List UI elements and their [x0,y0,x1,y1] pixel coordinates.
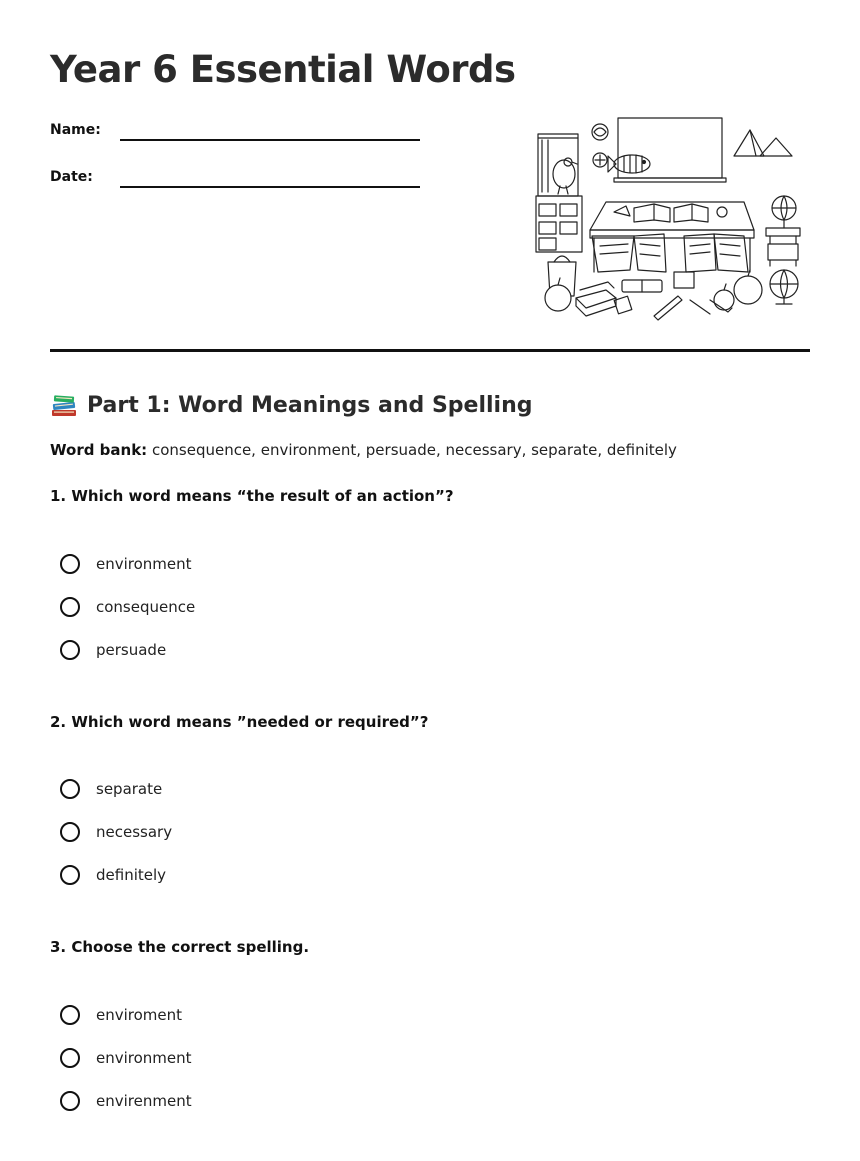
option-2c[interactable] [60,862,166,888]
name-line[interactable] [120,139,420,141]
option-label: necessary [96,823,173,841]
radio-button[interactable] [60,779,80,799]
radio-button[interactable] [60,640,80,660]
name-field [50,118,430,148]
radio-button[interactable] [60,597,80,617]
option-label: separate [96,780,163,798]
option-1a[interactable] [60,551,192,577]
section-title: Part 1: Word Meanings and Spelling [87,392,533,418]
option-label: persuade [96,641,167,659]
option-label: definitely [96,866,167,884]
word-bank-words: consequence, environment, persuade, necessary, separate, definitely [151,441,677,459]
option-1b[interactable] [60,594,195,620]
word-bank-label: Word bank: [50,441,148,459]
radio-button[interactable] [60,822,80,842]
option-label: enviroment [96,1006,183,1024]
date-field [50,165,430,195]
name-label: Name: [50,122,101,138]
section-heading [50,389,533,421]
question-text: 2. Which word means ”needed or required”? [50,713,429,731]
question-text: 1. Which word means “the result of an action”? [50,487,454,505]
option-3b[interactable] [60,1045,192,1071]
header-divider [50,349,810,352]
option-label: consequence [96,598,196,616]
date-line[interactable] [120,186,420,188]
question-text: 3. Choose the correct spelling. [50,938,310,956]
radio-button[interactable] [60,554,80,574]
books-icon [50,391,78,419]
radio-button[interactable] [60,1048,80,1068]
word-bank [50,441,677,459]
date-label: Date: [50,169,93,185]
radio-button[interactable] [60,1005,80,1025]
page-title: Year 6 Essential Words [50,48,516,91]
option-label: environment [96,1049,192,1067]
option-3a[interactable] [60,1002,182,1028]
option-1c[interactable] [60,637,166,663]
option-label: environment [96,555,192,573]
option-3c[interactable] [60,1088,192,1114]
radio-button[interactable] [60,1091,80,1111]
radio-button[interactable] [60,865,80,885]
option-label: envirenment [96,1092,192,1110]
option-2b[interactable] [60,819,172,845]
classroom-illustration [534,112,812,322]
option-2a[interactable] [60,776,162,802]
